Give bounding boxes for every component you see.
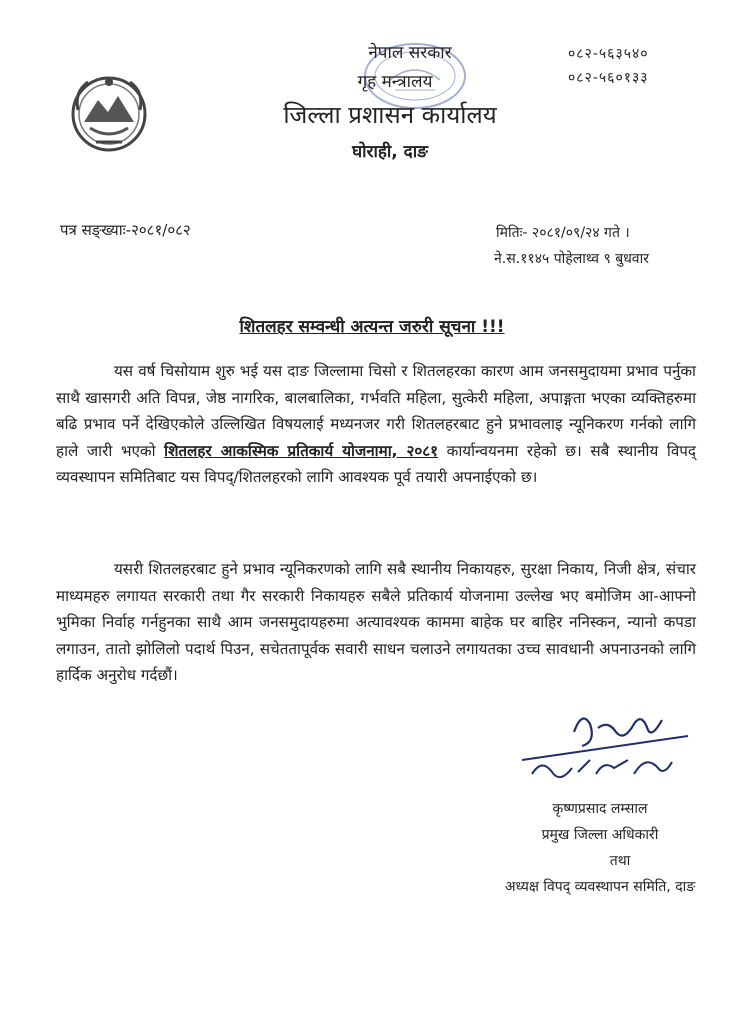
signatory-name: कृष्णप्रसाद लम्साल [552,801,648,817]
nepal-sambat-date: ने.स.११४५ पोहेलाथ्व ९ बुधवार [494,251,649,267]
handwritten-signature [512,702,692,794]
letterhead [240,40,540,162]
signatory-role: अध्यक्ष विपद् व्यवस्थापन समिति, दाङ [504,879,696,895]
signatory-title: प्रमुख जिल्ला अधिकारी [541,827,659,843]
paragraph-2 [56,556,696,689]
nepal-emblem-icon [66,70,152,156]
paragraph-1 [56,358,696,491]
phone-number: ०८२-५६०१३३ [568,70,649,86]
paragraph-2-text: यसरी शितलहरबाट हुने प्रभाव न्यूनिकरणको लागि सबै स्थानीय निकायहरु, सुरक्षा निकाय, निजी क्षेत्र, संचार माध्यमहरु लगायत सरकारी तथा गैर सरकारी निकायहरु सबैले प्रतिकार्य योजनामा उल्लेख भए बमोजिम आ-आफ्नो भुमिका निर्वाह गर्नहुनका साथै आम जनसमुदायहरुमा अत्यावश्यक काममा बाहेक घर बाहिर ननिस्कन, न्यानो कपडा लगाउन, तातो झोलिलो पदार्थ पिउन, सचेततापूर्वक सवारी साधन चलाउने लगायतका उच्च सावधानी अपनाउनको लागि हार्दिक अनुरोध गर्दछौं। [56,560,696,684]
ministry-name: गृह मन्त्रालय [357,72,433,92]
office-location: घोराही, दाङ [352,142,428,162]
paragraph-1-text: यस वर्ष चिसोयाम शुरु भई यस दाङ जिल्लामा चिसो र शितलहरका कारण आम जनसमुदायमा प्रभाव पर्नुका साथै खासगरी अति विपन्न, जेष्ठ नागरिक, बालबालिका, गर्भवति महिला, सुत्केरी महिला, अपाङ्गता भएका व्यक्तिहरुमा बढि प्रभाव पर्ने देखिएकोले उल्लिखित विषयलाई मध्यनजर गरी शितलहरबाट हुने प्रभावलाइ न्यूनिकरण गर्नको लागि हाले जारी भएको [56,362,696,460]
subject-line [0,314,744,337]
reference-number: पत्र सङ्ख्याः-२०८१/०८२ [60,221,191,239]
response-plan-name: शितलहर आकस्मिक प्रतिकार्य योजनामा, २०८१ [164,441,439,460]
phone-numbers [568,42,649,90]
government-name: नेपाल सरकार [368,43,452,63]
subject-text: शितलहर सम्वन्धी अत्यन्त जरुरी सूचना !!! [239,317,505,337]
letter-date: मितिः- २०८१/०९/२४ गते । [496,225,630,241]
signatory-block [480,796,720,900]
phone-number: ०८२-५६३५४० [568,46,649,62]
paragraph-1-text-end: कार्यान्वयनमा रहेको छ। सबै स्थानीय विपद् व्यवस्थापन समितिबाट यस विपद्/शितलहरको लागि आवश्यक पूर्व तयारी अपनाईएको छ। [56,441,696,486]
date-block [496,220,649,272]
signatory-conjunction: तथा [609,853,631,869]
office-name: जिल्ला प्रशासन कार्यालय [283,101,497,129]
